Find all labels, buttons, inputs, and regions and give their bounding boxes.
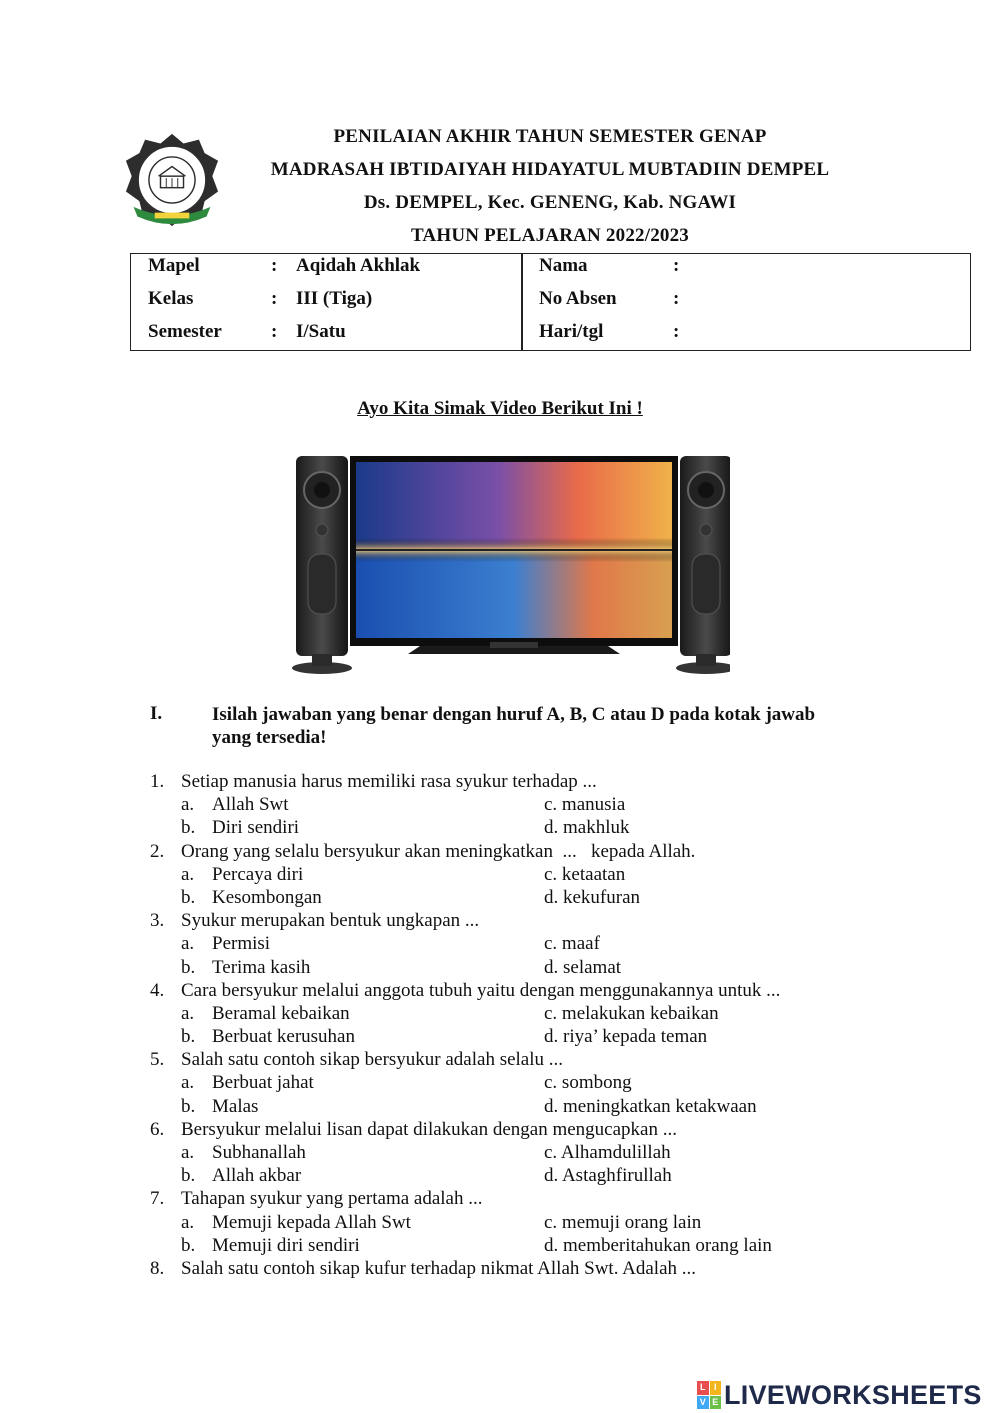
liveworksheets-logo[interactable] xyxy=(697,1378,982,1412)
option-a: Percaya diri xyxy=(212,863,304,885)
option-letter: a. xyxy=(181,1142,195,1163)
identity-label: Hari/tgl xyxy=(539,321,604,342)
question-text: Tahapan syukur yang pertama adalah ... xyxy=(181,1188,483,1210)
question-text: Salah satu contoh sikap bersyukur adalah selalu ... xyxy=(181,1049,564,1071)
question-text: Setiap manusia harus memiliki rasa syukur terhadap ... xyxy=(181,771,597,792)
section-number: I. xyxy=(150,703,163,724)
option-b: Terima kasih xyxy=(212,956,311,978)
option-d: d. selamat xyxy=(544,956,622,978)
option-letter: a. xyxy=(181,863,195,885)
option-row xyxy=(150,793,950,816)
question-item xyxy=(150,1048,950,1071)
identity-value: Aqidah Akhlak xyxy=(296,255,421,276)
option-a: Beramal kebaikan xyxy=(212,1002,350,1024)
option-letter: b. xyxy=(181,886,196,908)
question-number: 3. xyxy=(150,910,165,932)
option-a: Subhanallah xyxy=(212,1142,306,1163)
identity-value: III (Tiga) xyxy=(296,288,373,309)
option-letter: b. xyxy=(181,1026,196,1048)
option-a: Allah Swt xyxy=(212,794,289,816)
question-item xyxy=(150,1257,950,1280)
option-row xyxy=(150,1141,950,1164)
identity-divider xyxy=(521,254,523,350)
option-c: c. manusia xyxy=(544,794,626,816)
badge-letter: V xyxy=(697,1396,709,1410)
identity-colon: : xyxy=(673,255,680,276)
identity-value: I/Satu xyxy=(296,321,346,342)
identity-colon: : xyxy=(271,288,278,309)
option-d: d. makhluk xyxy=(544,817,630,839)
option-letter: a. xyxy=(181,1072,195,1094)
option-c: c. memuji orang lain xyxy=(544,1211,702,1233)
option-b: Berbuat kerusuhan xyxy=(212,1026,355,1048)
question-number: 4. xyxy=(150,979,165,1001)
question-text: Orang yang selalu bersyukur akan meningkatkan ... kepada Allah. xyxy=(181,840,696,862)
option-d: d. meningkatkan ketakwaan xyxy=(544,1095,757,1117)
question-text: Salah satu contoh sikap kufur terhadap nikmat Allah Swt. Adalah ... xyxy=(181,1257,697,1279)
question-number: 7. xyxy=(150,1188,165,1210)
option-b: Malas xyxy=(212,1095,259,1117)
question-item xyxy=(150,770,950,793)
option-letter: b. xyxy=(181,817,196,839)
option-row xyxy=(150,1025,950,1048)
option-letter: a. xyxy=(181,1002,195,1024)
option-row xyxy=(150,1095,950,1118)
option-c: c. Alhamdulillah xyxy=(544,1142,671,1163)
option-letter: a. xyxy=(181,1211,195,1233)
option-row xyxy=(150,816,950,839)
question-number: 6. xyxy=(150,1118,165,1140)
option-a: Permisi xyxy=(212,933,271,955)
question-text: Cara bersyukur melalui anggota tubuh yaitu dengan menggunakannya untuk ... xyxy=(181,979,781,1001)
option-b: Kesombongan xyxy=(212,886,322,908)
liveworksheets-wordmark: LIVEWORKSHEETS xyxy=(724,1379,982,1410)
identity-colon: : xyxy=(271,321,278,342)
question-item xyxy=(150,979,950,1002)
option-b: Memuji diri sendiri xyxy=(212,1234,360,1256)
option-letter: b. xyxy=(181,1095,196,1117)
header-exam-title: PENILAIAN AKHIR TAHUN SEMESTER GENAP xyxy=(333,126,767,147)
question-item xyxy=(150,840,950,863)
document-header xyxy=(200,120,900,252)
option-letter: a. xyxy=(181,794,195,816)
option-row xyxy=(150,886,950,909)
option-a: Berbuat jahat xyxy=(212,1072,314,1094)
header-academic-year: TAHUN PELAJARAN 2022/2023 xyxy=(410,225,690,246)
identity-label: Nama xyxy=(539,255,588,276)
question-number: 1. xyxy=(150,771,165,792)
option-c: c. sombong xyxy=(544,1072,632,1094)
option-c: c. ketaatan xyxy=(544,863,626,885)
option-letter: a. xyxy=(181,933,195,955)
section-instruction-line: yang tersedia! xyxy=(212,727,327,748)
option-letter: b. xyxy=(181,1234,196,1256)
badge-letter: L xyxy=(697,1381,709,1395)
option-row xyxy=(150,1234,950,1257)
question-text: Syukur merupakan bentuk ungkapan ... xyxy=(181,910,480,932)
option-b: Allah akbar xyxy=(212,1165,302,1187)
liveworksheets-badge-icon xyxy=(697,1381,721,1409)
video-instruction-title: Ayo Kita Simak Video Berikut Ini ! xyxy=(357,398,643,419)
identity-colon: : xyxy=(673,321,680,342)
question-list xyxy=(150,770,950,1280)
question-number: 8. xyxy=(150,1257,165,1279)
section-instruction xyxy=(212,703,892,749)
option-letter: b. xyxy=(181,1165,196,1187)
option-c: c. maaf xyxy=(544,933,600,955)
identity-label: Mapel xyxy=(148,255,200,276)
question-item xyxy=(150,1187,950,1210)
option-row xyxy=(150,1002,950,1025)
header-school-address: Ds. DEMPEL, Kec. GENENG, Kab. NGAWI xyxy=(363,192,737,213)
option-b: Diri sendiri xyxy=(212,817,300,839)
identity-colon: : xyxy=(673,288,680,309)
option-row xyxy=(150,1164,950,1187)
option-letter: b. xyxy=(181,956,196,978)
option-d: d. Astaghfirullah xyxy=(544,1165,672,1187)
section-instruction-line: Isilah jawaban yang benar dengan huruf A, B, C atau D pada kotak jawab xyxy=(212,704,816,725)
question-number: 5. xyxy=(150,1049,165,1071)
question-item xyxy=(150,1118,950,1141)
identity-label: No Absen xyxy=(539,288,617,309)
option-row xyxy=(150,932,950,955)
option-row xyxy=(150,1211,950,1234)
option-d: d. memberitahukan orang lain xyxy=(544,1234,772,1256)
question-item xyxy=(150,909,950,932)
option-row xyxy=(150,863,950,886)
question-number: 2. xyxy=(150,840,165,862)
identity-colon: : xyxy=(271,255,278,276)
header-school-name: MADRASAH IBTIDAIYAH HIDAYATUL MUBTADIIN DEMPEL xyxy=(270,159,830,180)
option-c: c. melakukan kebaikan xyxy=(544,1002,719,1024)
identity-label: Semester xyxy=(148,321,222,342)
option-d: d. riya’ kepada teman xyxy=(544,1026,708,1048)
option-d: d. kekufuran xyxy=(544,886,641,908)
option-a: Memuji kepada Allah Swt xyxy=(212,1211,411,1233)
badge-letter: I xyxy=(710,1381,722,1395)
question-text: Bersyukur melalui lisan dapat dilakukan dengan mengucapkan ... xyxy=(181,1118,677,1140)
identity-table xyxy=(130,253,971,351)
option-row xyxy=(150,1071,950,1094)
identity-label: Kelas xyxy=(148,288,194,309)
tv-with-speakers-icon xyxy=(290,454,730,676)
option-row xyxy=(150,956,950,979)
badge-letter: E xyxy=(710,1396,722,1410)
